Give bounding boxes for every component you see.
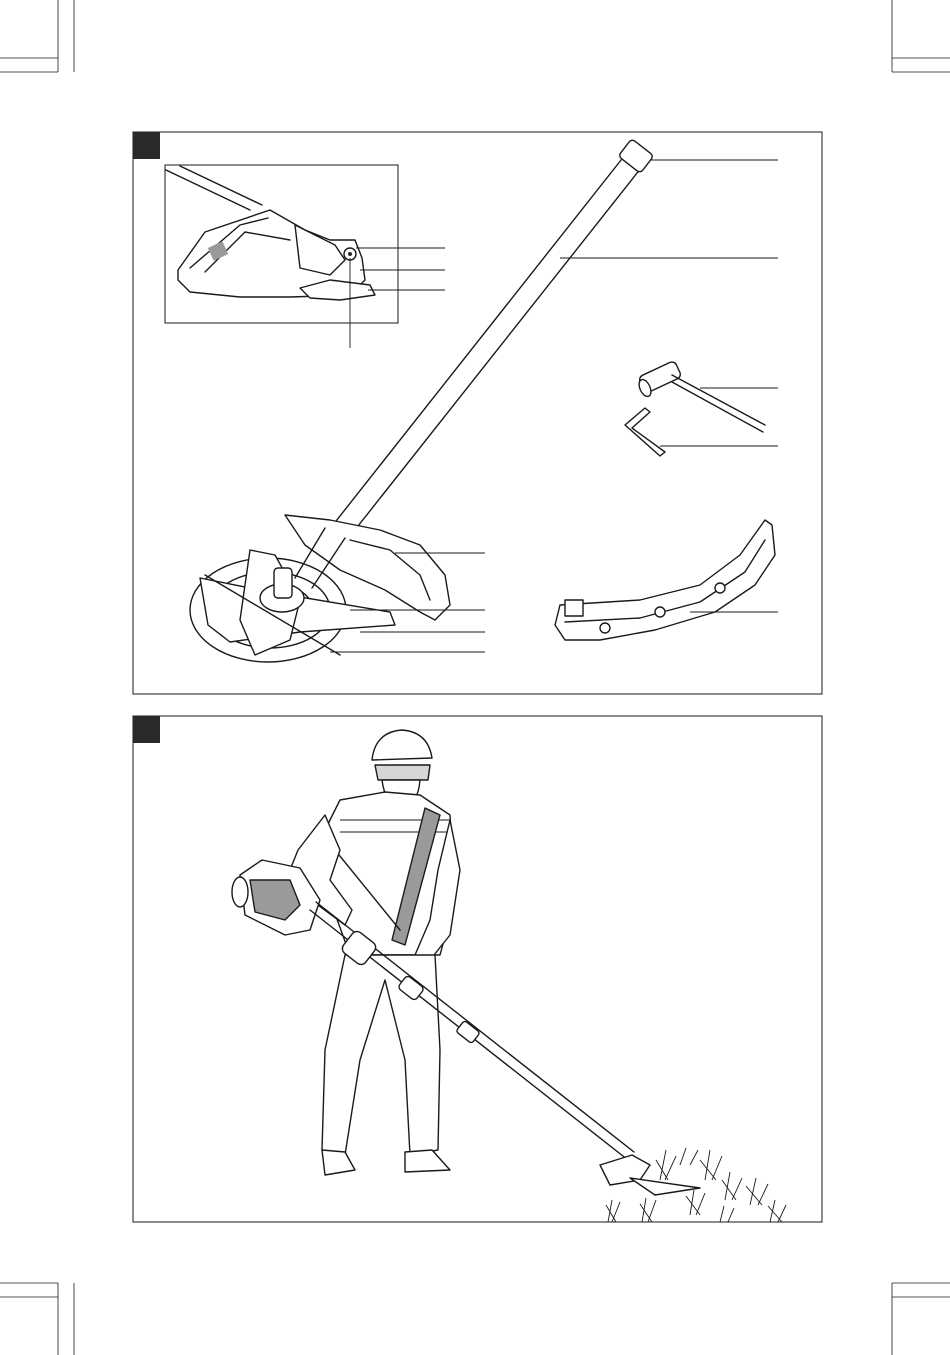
- guard-extension-icon: [555, 520, 778, 640]
- figure-2-marker: [133, 716, 160, 743]
- figure-2-frame: [133, 716, 822, 1222]
- inset-callout-leaders: [356, 248, 445, 290]
- blade-assembly: [190, 515, 450, 662]
- figure-2: [133, 716, 822, 1222]
- operator-icon: [290, 730, 460, 1175]
- inset-detail: [165, 165, 398, 348]
- shaft-icon: [325, 139, 778, 545]
- socket-wrench-icon: [637, 360, 778, 432]
- figure-1-marker: [133, 132, 160, 159]
- hex-wrench-icon: [625, 408, 778, 456]
- figure-1: [133, 132, 822, 694]
- trimmer-tool: [232, 860, 700, 1195]
